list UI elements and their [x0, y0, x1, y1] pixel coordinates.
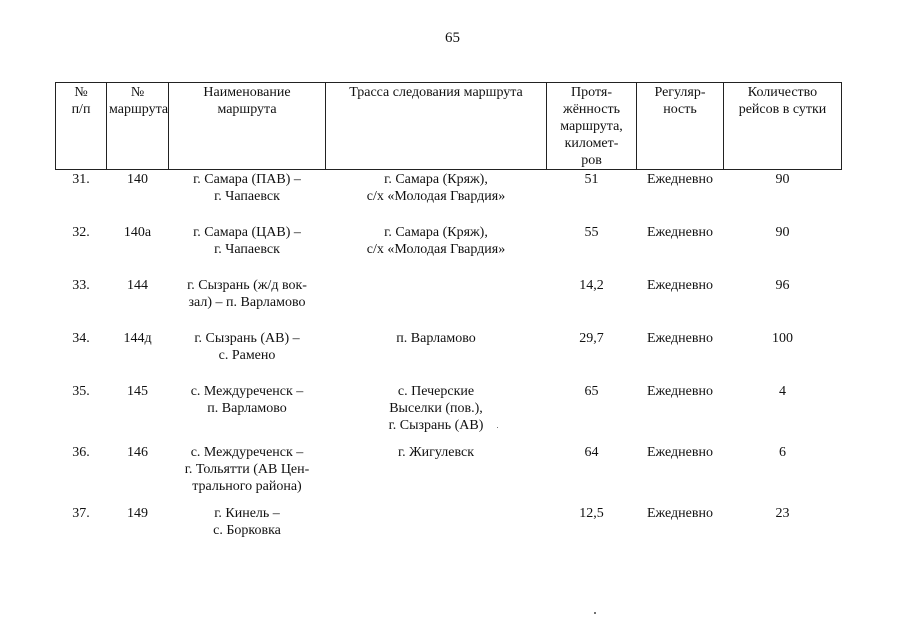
table-row	[56, 223, 842, 276]
cell-regularity: Ежедневно	[646, 172, 713, 187]
cell-regularity: Ежедневно	[646, 278, 713, 293]
cell-route-number: 140а	[123, 225, 152, 240]
header-route-length: Протя- жённость маршрута, километ- ров	[547, 83, 637, 170]
cell-route-number: 144	[127, 278, 148, 293]
table-row	[56, 170, 842, 224]
header-route-name: Наименование маршрута	[169, 83, 326, 170]
cell-route-length: 29,7	[579, 331, 604, 346]
cell-route-length: 14,2	[579, 278, 604, 293]
cell-route-path	[326, 504, 547, 565]
cell-regularity: Ежедневно	[646, 384, 713, 399]
cell-route-length: 55	[584, 225, 599, 240]
header-route-number: № маршрута	[107, 83, 169, 170]
cell-route-path	[326, 276, 547, 329]
cell-route-number: 144д	[123, 331, 152, 346]
cell-route-length: 65	[584, 384, 599, 399]
cell-route-path: п. Варламово	[396, 331, 476, 346]
table-header-row	[56, 83, 842, 170]
cell-route-name: г. Кинель – с. Борковка	[213, 506, 281, 538]
cell-route-number: 149	[127, 506, 148, 521]
cell-route-name: с. Междуреченск – п. Варламово	[190, 384, 304, 416]
page-number: 65	[445, 30, 460, 46]
cell-row-number: 36.	[72, 445, 90, 460]
cell-route-name: г. Самара (ЦАВ) – г. Чапаевск	[193, 225, 301, 257]
table-row	[56, 329, 842, 382]
header-route-path: Трасса следования маршрута	[326, 83, 547, 170]
cell-route-name: г. Сызрань (ж/д вок- зал) – п. Варламово	[187, 278, 307, 310]
cell-regularity: Ежедневно	[646, 225, 713, 240]
cell-trips-per-day: 6	[779, 445, 786, 460]
cell-row-number: 35.	[72, 384, 90, 399]
cell-route-path: г. Самара (Кряж), с/х «Молодая Гвардия»	[366, 172, 506, 204]
routes-table	[55, 82, 842, 565]
cell-route-number: 140	[127, 172, 148, 187]
table-row	[56, 443, 842, 504]
table-row	[56, 504, 842, 565]
cell-trips-per-day: 90	[775, 225, 790, 240]
table-row	[56, 276, 842, 329]
cell-trips-per-day: 23	[775, 506, 790, 521]
cell-regularity: Ежедневно	[646, 331, 713, 346]
cell-route-name: с. Междуреченск – г. Тольятти (АВ Цен- трального района)	[184, 445, 310, 494]
cell-route-length: 12,5	[579, 506, 604, 521]
cell-trips-per-day: 100	[772, 331, 793, 346]
cell-route-length: 51	[584, 172, 599, 187]
header-regularity: Регуляр- ность	[637, 83, 724, 170]
cell-row-number: 37.	[72, 506, 90, 521]
cell-regularity: Ежедневно	[646, 506, 713, 521]
scan-speck	[594, 612, 596, 614]
cell-row-number: 32.	[72, 225, 90, 240]
cell-trips-per-day: 4	[779, 384, 786, 399]
cell-route-length: 64	[584, 445, 599, 460]
header-row-number: № п/п	[56, 83, 107, 170]
cell-route-number: 145	[127, 384, 148, 399]
cell-route-path: г. Жигулевск	[397, 445, 475, 460]
cell-row-number: 33.	[72, 278, 90, 293]
scan-speck	[497, 427, 498, 428]
cell-route-path: г. Самара (Кряж), с/х «Молодая Гвардия»	[366, 225, 506, 257]
cell-regularity: Ежедневно	[646, 445, 713, 460]
cell-route-path: с. Печерские Выселки (пов.), г. Сызрань (АВ)	[388, 384, 484, 433]
cell-route-number: 146	[127, 445, 148, 460]
cell-route-name: г. Самара (ПАВ) – г. Чапаевск	[193, 172, 301, 204]
table-row	[56, 382, 842, 443]
cell-trips-per-day: 96	[775, 278, 790, 293]
cell-row-number: 34.	[72, 331, 90, 346]
cell-row-number: 31.	[72, 172, 90, 187]
cell-trips-per-day: 90	[775, 172, 790, 187]
header-trips-per-day: Количество рейсов в сутки	[724, 83, 842, 170]
cell-route-name: г. Сызрань (АВ) – с. Рамено	[194, 331, 300, 363]
